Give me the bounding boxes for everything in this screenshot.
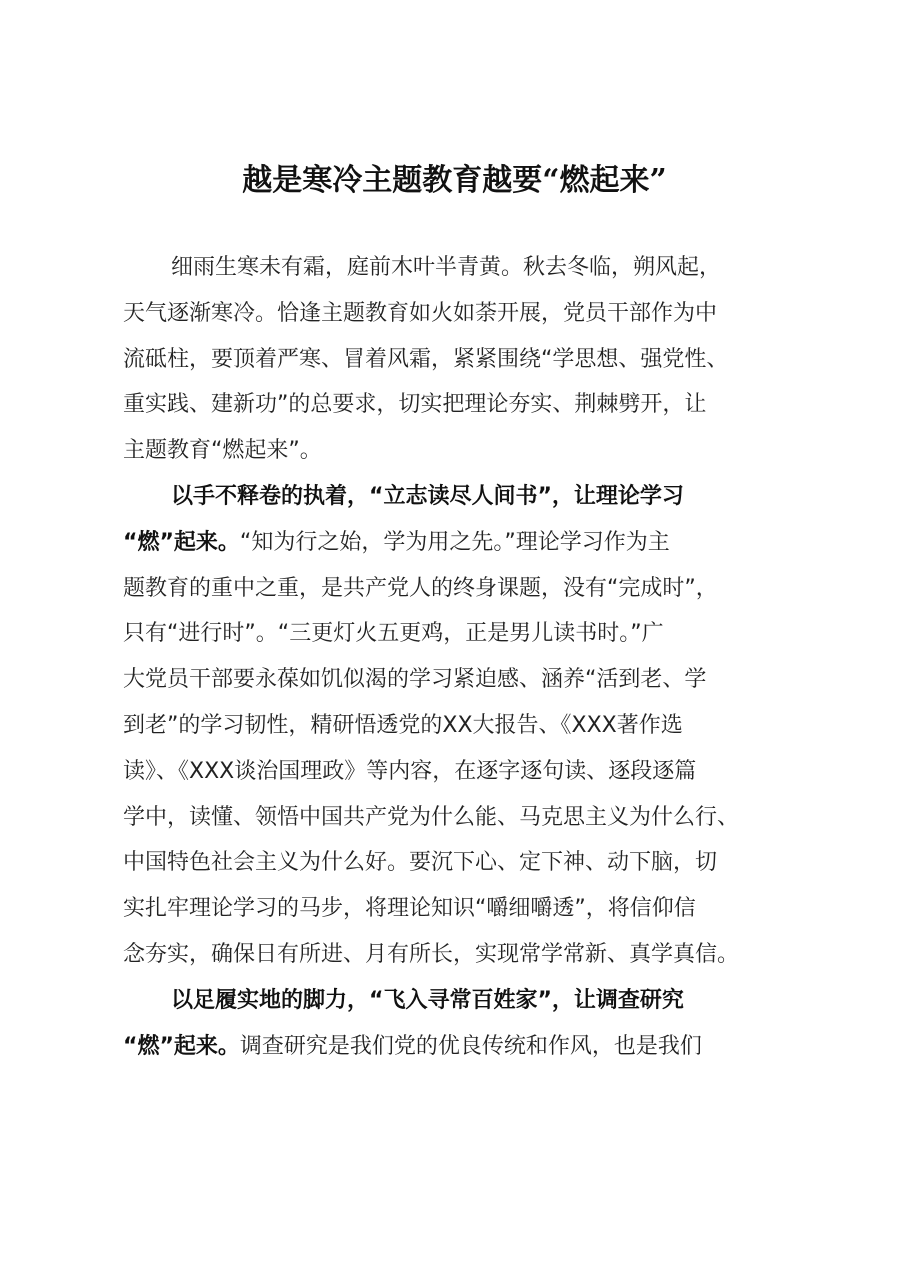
text-line: 只有“进行时”。“三更灯火五更鸡，正是男儿读书时。”广: [123, 621, 664, 647]
text-line: 学中，读懂、领悟中国共产党为什么能、马克思主义为什么行、: [123, 804, 740, 830]
text-line: 读》、《XXX谈治国理政》等内容，在逐字逐句读、逐段逐篇: [123, 758, 697, 784]
text-line: 主题教育“燃起来”。: [123, 438, 322, 464]
section-heading-tail: “燃”起来。: [123, 529, 240, 555]
text-line: 中国特色社会主义为什么好。要沉下心、定下神、动下脑，切: [123, 850, 718, 876]
section-heading-tail: “燃”起来。: [123, 1033, 240, 1059]
text-line: [123, 1024, 795, 1070]
text-line: 大党员干部要永葆如饥似渴的学习紧迫感、涵养“活到老、学: [123, 667, 707, 693]
text-line: 重实践、建新功”的总要求，切实把理论夯实、荆棘劈开，让: [123, 392, 707, 418]
text-line: 题教育的重中之重，是共产党人的终身课题，没有“完成时”，: [123, 575, 718, 601]
text-line: 细雨生寒未有霜，庭前木叶半青黄。秋去冬临，朔风起，: [171, 255, 722, 280]
document-title: 越是寒冷主题教育越要“燃起来”: [242, 163, 667, 198]
text-line: 到老”的学习韧性，精研悟透党的XX大报告、《XXX著作选: [123, 712, 683, 738]
paragraph-intro: [123, 245, 795, 474]
paragraph-investigation: [123, 978, 795, 1070]
document-body: [123, 245, 795, 1069]
text-line: 实扎牢理论学习的马步，将理论知识“嚼细嚼透”，将信仰信: [123, 896, 696, 922]
text-span: 调查研究是我们党的优良传统和作风，也是我们: [239, 1033, 702, 1059]
text-line: 天气逐渐寒冷。恰逢主题教育如火如荼开展，党员干部作为中: [123, 300, 718, 326]
text-line: [123, 520, 795, 566]
paragraph-theory-study: [123, 474, 795, 978]
section-heading-line: 以足履实地的脚力，“飞入寻常百姓家”，让调查研究: [171, 987, 684, 1013]
section-heading-line: 以手不释卷的执着，“立志读尽人间书”，让理论学习: [171, 483, 684, 509]
text-line: 念夯实，确保日有所进、月有所长，实现常学常新、真学真信。: [123, 941, 740, 967]
text-span: “知为行之始，学为用之先。”理论学习作为主: [239, 529, 670, 555]
text-line: 流砥柱，要顶着严寒、冒着风霜，紧紧围绕“学思想、强党性、: [123, 346, 729, 372]
